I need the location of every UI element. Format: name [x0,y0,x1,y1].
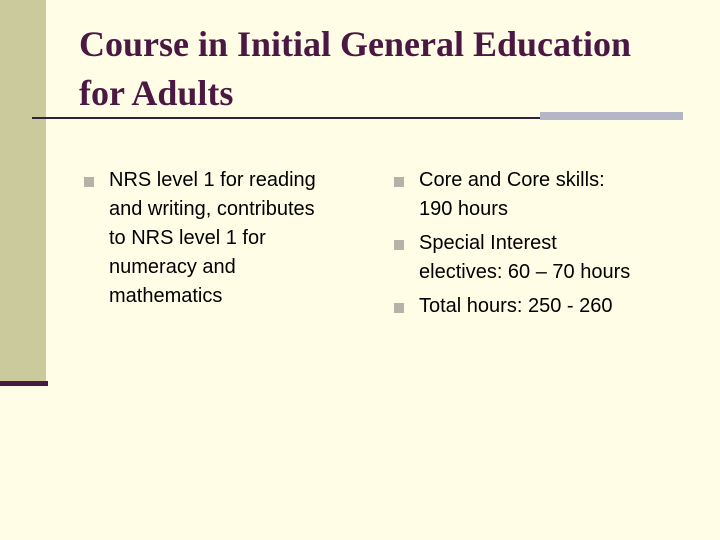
left-accent-band [0,0,46,384]
square-bullet-icon [394,240,404,250]
left-bullet-1-line-1: NRS level 1 for reading [109,169,316,191]
title-underline-accent [540,112,683,120]
right-bullet-2-line-2: electives: 60 – 70 hours [419,261,631,283]
right-bullet-1-line-2: 190 hours [419,198,508,220]
left-accent-band-bottom-edge [0,381,48,386]
left-bullet-column [84,166,369,316]
right-bullet-2-line-1: Special Interest [419,232,557,254]
right-bullet-item-3 [394,292,704,321]
right-bullet-text-2 [419,229,704,287]
right-bullet-item-2 [394,229,704,287]
square-bullet-icon [394,177,404,187]
slide-title-line-1: Course in Initial General Education [79,24,632,64]
slide-title-line-2: for Adults [79,73,234,113]
left-bullet-1-line-5: mathematics [109,285,223,307]
left-bullet-1-line-2: and writing, contributes [109,198,315,220]
right-bullet-item-1 [394,166,704,224]
slide-title [79,20,699,118]
right-bullet-text-1 [419,166,704,224]
left-bullet-text-1 [109,166,369,311]
square-bullet-icon [84,177,94,187]
left-bullet-1-line-3: to NRS level 1 for [109,227,266,249]
left-bullet-1-line-4: numeracy and [109,256,236,278]
left-bullet-item-1 [84,166,369,311]
right-bullet-column [394,166,704,326]
square-bullet-icon [394,303,404,313]
right-bullet-3-line-1: Total hours: 250 - 260 [419,295,613,317]
right-bullet-1-line-1: Core and Core skills: [419,169,605,191]
right-bullet-text-3 [419,292,704,321]
